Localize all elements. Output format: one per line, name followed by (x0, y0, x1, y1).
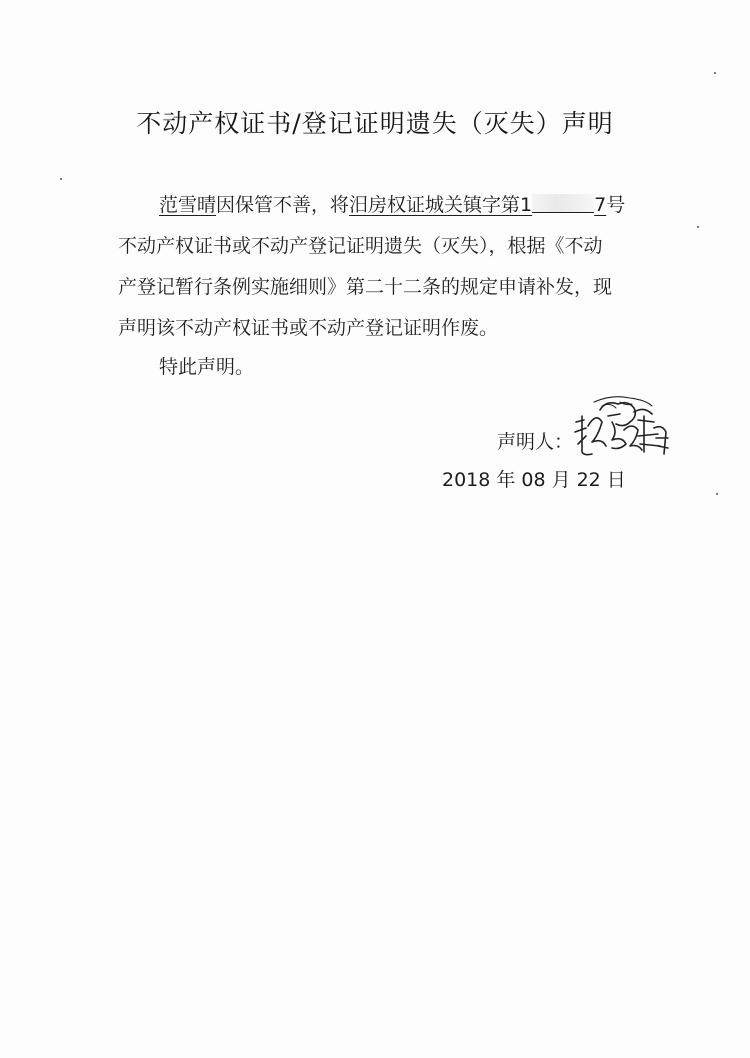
scan-speck (60, 178, 62, 180)
certificate-number (349, 194, 606, 216)
body-line-2: 不动产权证书或不动产登记证明遗失（灭失），根据《不动 (118, 235, 603, 257)
document-title: 不动产权证书/登记证明遗失（灭失）声明 (136, 109, 614, 138)
certificate-prefix: 汨房权证城关镇字第 (349, 194, 521, 216)
number-suffix: 号 (606, 194, 626, 216)
scan-speck (697, 226, 699, 228)
date-day: 22 (576, 469, 601, 491)
body-line-1-text: 因保管不善，将 (216, 194, 350, 216)
declarant-label: 声明人： (497, 431, 574, 453)
body-line-3: 产登记暂行条例实施细则》第二十二条的规定申请补发，现 (118, 276, 613, 298)
handwritten-signature (572, 392, 672, 464)
declaration-date (442, 465, 632, 492)
date-month: 08 (521, 469, 546, 491)
date-year: 2018 (442, 469, 491, 491)
certificate-number-start: 1 (520, 194, 533, 216)
body-line-4: 声明该不动产权证书或不动产登记证明作废。 (118, 317, 499, 339)
scan-speck (714, 72, 716, 74)
redaction-mark (532, 194, 594, 213)
closing-statement: 特此声明。 (159, 356, 255, 378)
declarant-name: 范雪晴 (159, 194, 217, 216)
scan-speck (716, 493, 718, 495)
body-line-1 (159, 190, 625, 217)
date-day-unit: 日 (606, 469, 626, 491)
certificate-number-end: 7 (594, 194, 607, 216)
date-year-unit: 年 (496, 469, 516, 491)
date-month-unit: 月 (551, 469, 571, 491)
